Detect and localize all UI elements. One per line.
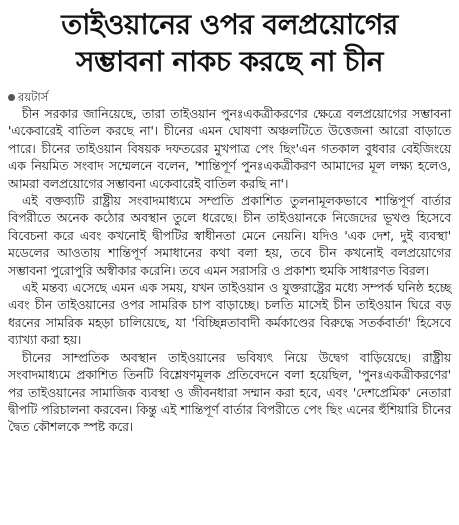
paragraph-3: এই মন্তব্য এসেছে এমন এক সময়, যখন তাইওয়ান ও যুক্তরাষ্ট্রের মধ্যে সম্পর্ক ঘনিষ্ঠ হচ্ছে এবং চীন তাইওয়ানের ওপর সামরিক চাপ বাড়াচ্ছে। চলতি মাসেই চীন তাইওয়ান ঘিরে বড় ধরনের সামরিক মহড়া চালিয়েছে, যা 'বিচ্ছিন্নতাবাদী কর্মকাণ্ডের বিরুদ্ধে সতর্কবার্তা' হিসেবে ব্যাখ্যা করা হয়।	[8, 281, 451, 348]
paragraph-4: চীনের সাম্প্রতিক অবস্থান তাইওয়ানের ভবিষ্যৎ নিয়ে উদ্বেগ বাড়িয়েছে। রাষ্ট্রীয় সংবাদমাধ্যমে প্রকাশিত তিনটি বিশ্লেষণমূলক প্রতিবেদনে বলা হয়েছিল, 'পুনঃএকত্রীকরণের' পর তাইওয়ানের সামাজিক ব্যবস্থা ও জীবনধারা সম্মান করা হবে, এবং 'দেশপ্রেমিক' নেতারা দ্বীপটি পরিচালনা করবেন। কিন্তু এই শান্তিপূর্ণ বার্তার বিপরীতে পেং ছিং এনের হুঁশিয়ারি চীনের দ্বৈত কৌশলকে স্পষ্ট করে।	[8, 350, 451, 435]
bullet-icon	[8, 94, 15, 101]
headline-line-2: সম্ভাবনা নাকচ করছে না চীন	[75, 45, 384, 78]
paragraph-2: এই বক্তব্যটি রাষ্ট্রীয় সংবাদমাধ্যমে সম্প্রতি প্রকাশিত তুলনামূলকভাবে শান্তিপূর্ণ বার্তার বিপরীতে অনেক কঠোর অবস্থান তুলে ধরেছে। চীন তাইওয়ানকে নিজেদের ভূখণ্ড হিসেবে বিবেচনা করে এবং কখনোই দ্বীপটির স্বাধীনতা মেনে নেয়নি। যদিও 'এক দেশ, দুই ব্যবস্থা' মডেলের আওতায় শান্তিপূর্ণ সমাধানের কথা বলা হয়, তবে চীন কখনোই বলপ্রয়োগের সম্ভাবনা পুরোপুরি অস্বীকার করেনি। তবে এমন সরাসরি ও প্রকাশ্য হুমকি সাধারণত বিরল।	[8, 194, 451, 278]
article-body	[8, 106, 451, 437]
headline	[8, 6, 451, 80]
headline-line-1: তাইওয়ানের ওপর বলপ্রয়োগের	[61, 8, 398, 41]
news-source: রয়টার্স	[18, 90, 49, 104]
byline	[8, 90, 451, 105]
paragraph-1: চীন সরকার জানিয়েছে, তারা তাইওয়ান পুনঃএকত্রীকরণের ক্ষেত্রে বলপ্রয়োগের সম্ভাবনা 'একেবারেই বাতিল করছে না'। চীনের এমন ঘোষণা অঞ্চলটিতে উত্তেজনা আরো বাড়াতে পারে। চীনের তাইওয়ান বিষয়ক দফতরের মুখপাত্র পেং ছিং'এন গতকাল বুধবার বেইজিংয়ে এক নিয়মিত সংবাদ সম্মেলনে বলেন, 'শান্তিপূর্ণ পুনঃএকত্রীকরণ আমাদের মূল লক্ষ্য হলেও, আমরা বলপ্রয়োগের সম্ভাবনা একেবারেই বাতিল করছি না'।	[8, 107, 451, 191]
